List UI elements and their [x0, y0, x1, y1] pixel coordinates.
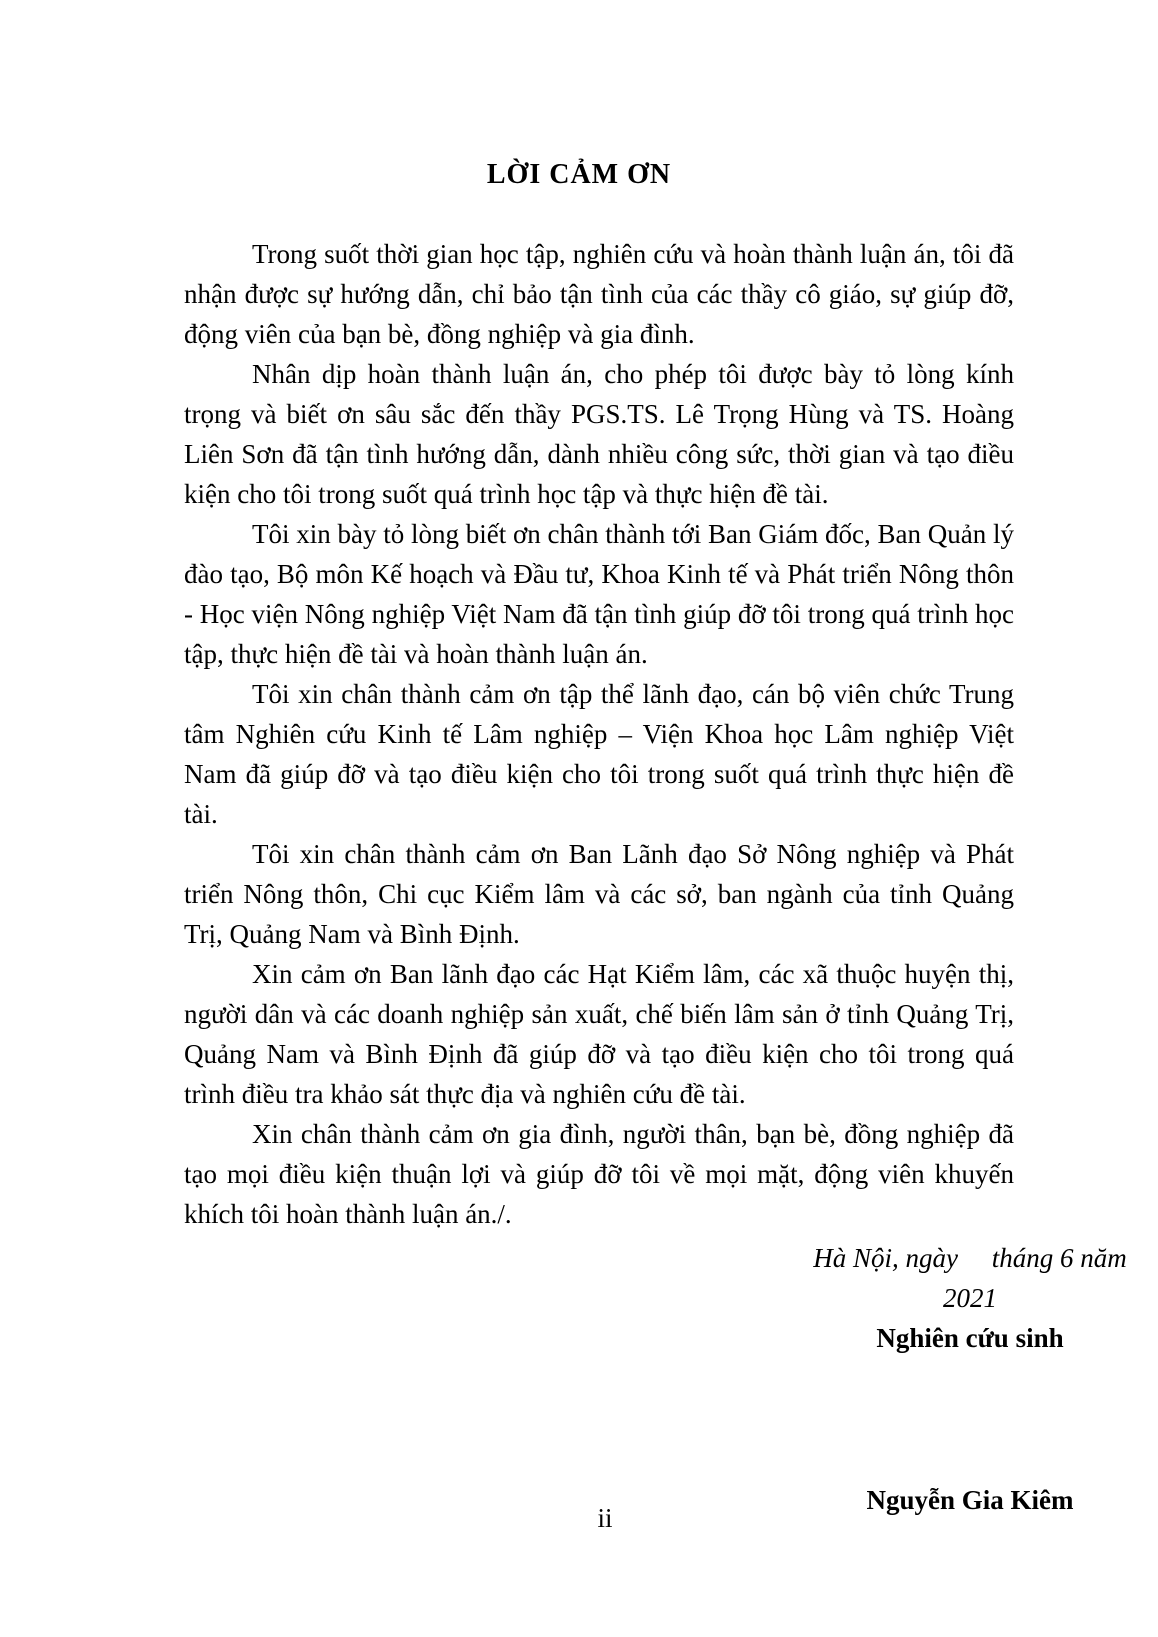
paragraph: Tôi xin chân thành cảm ơn Ban Lãnh đạo Sở Nông nghiệp và Phát triển Nông thôn, Chi cục Kiểm lâm và các sở, ban ngành của tỉnh Quảng Trị, Quảng Nam và Bình Định. — [184, 839, 1014, 949]
signature-name: Nguyễn Gia Kiêm — [866, 1485, 1074, 1515]
paragraph: Xin cảm ơn Ban lãnh đạo các Hạt Kiểm lâm, các xã thuộc huyện thị, người dân và các doanh nghiệp sản xuất, chế biến lâm sản ở tỉnh Quảng Trị, Quảng Nam và Bình Định đã giúp đỡ và tạo điều kiện cho tôi trong quá trình điều tra khảo sát thực địa và nghiên cứu đề tài. — [184, 959, 1014, 1109]
signature-role: Nghiên cứu sinh — [876, 1323, 1064, 1353]
paragraph: Xin chân thành cảm ơn gia đình, người thân, bạn bè, đồng nghiệp đã tạo mọi điều kiện thuận lợi và giúp đỡ tôi về mọi mặt, động viên khuyến khích tôi hoàn thành luận án./. — [184, 1119, 1014, 1229]
paragraph: Trong suốt thời gian học tập, nghiên cứu và hoàn thành luận án, tôi đã nhận được sự hướng dẫn, chỉ bảo tận tình của các thầy cô giáo, sự giúp đỡ, động viên của bạn bè, đồng nghiệp và gia đình. — [184, 239, 1014, 349]
acknowledgement-body — [184, 234, 1014, 1234]
paragraph: Nhân dịp hoàn thành luận án, cho phép tôi được bày tỏ lòng kính trọng và biết ơn sâu sắc đến thầy PGS.TS. Lê Trọng Hùng và TS. Hoàng Liên Sơn đã tận tình hướng dẫn, dành nhiều công sức, thời gian và tạo điều kiện cho tôi trong suốt quá trình học tập và thực hiện đề tài. — [184, 359, 1014, 509]
paragraph: Tôi xin bày tỏ lòng biết ơn chân thành tới Ban Giám đốc, Ban Quản lý đào tạo, Bộ môn Kế hoạch và Đầu tư, Khoa Kinh tế và Phát triển Nông thôn - Học viện Nông nghiệp Việt Nam đã tận tình giúp đỡ tôi trong quá trình học tập, thực hiện đề tài và hoàn thành luận án. — [184, 519, 1014, 669]
page-number: ii — [597, 1503, 613, 1533]
signature-block — [800, 1238, 1140, 1520]
paragraph: Tôi xin chân thành cảm ơn tập thể lãnh đạo, cán bộ viên chức Trung tâm Nghiên cứu Kinh tế Lâm nghiệp – Viện Khoa học Lâm nghiệp Việt Nam đã giúp đỡ và tạo điều kiện cho tôi trong suốt quá trình thực hiện đề tài. — [184, 679, 1014, 829]
page-title: LỜI CẢM ƠN — [486, 159, 672, 190]
date-line: Hà Nội, ngày tháng 6 năm 2021 — [813, 1243, 1127, 1313]
